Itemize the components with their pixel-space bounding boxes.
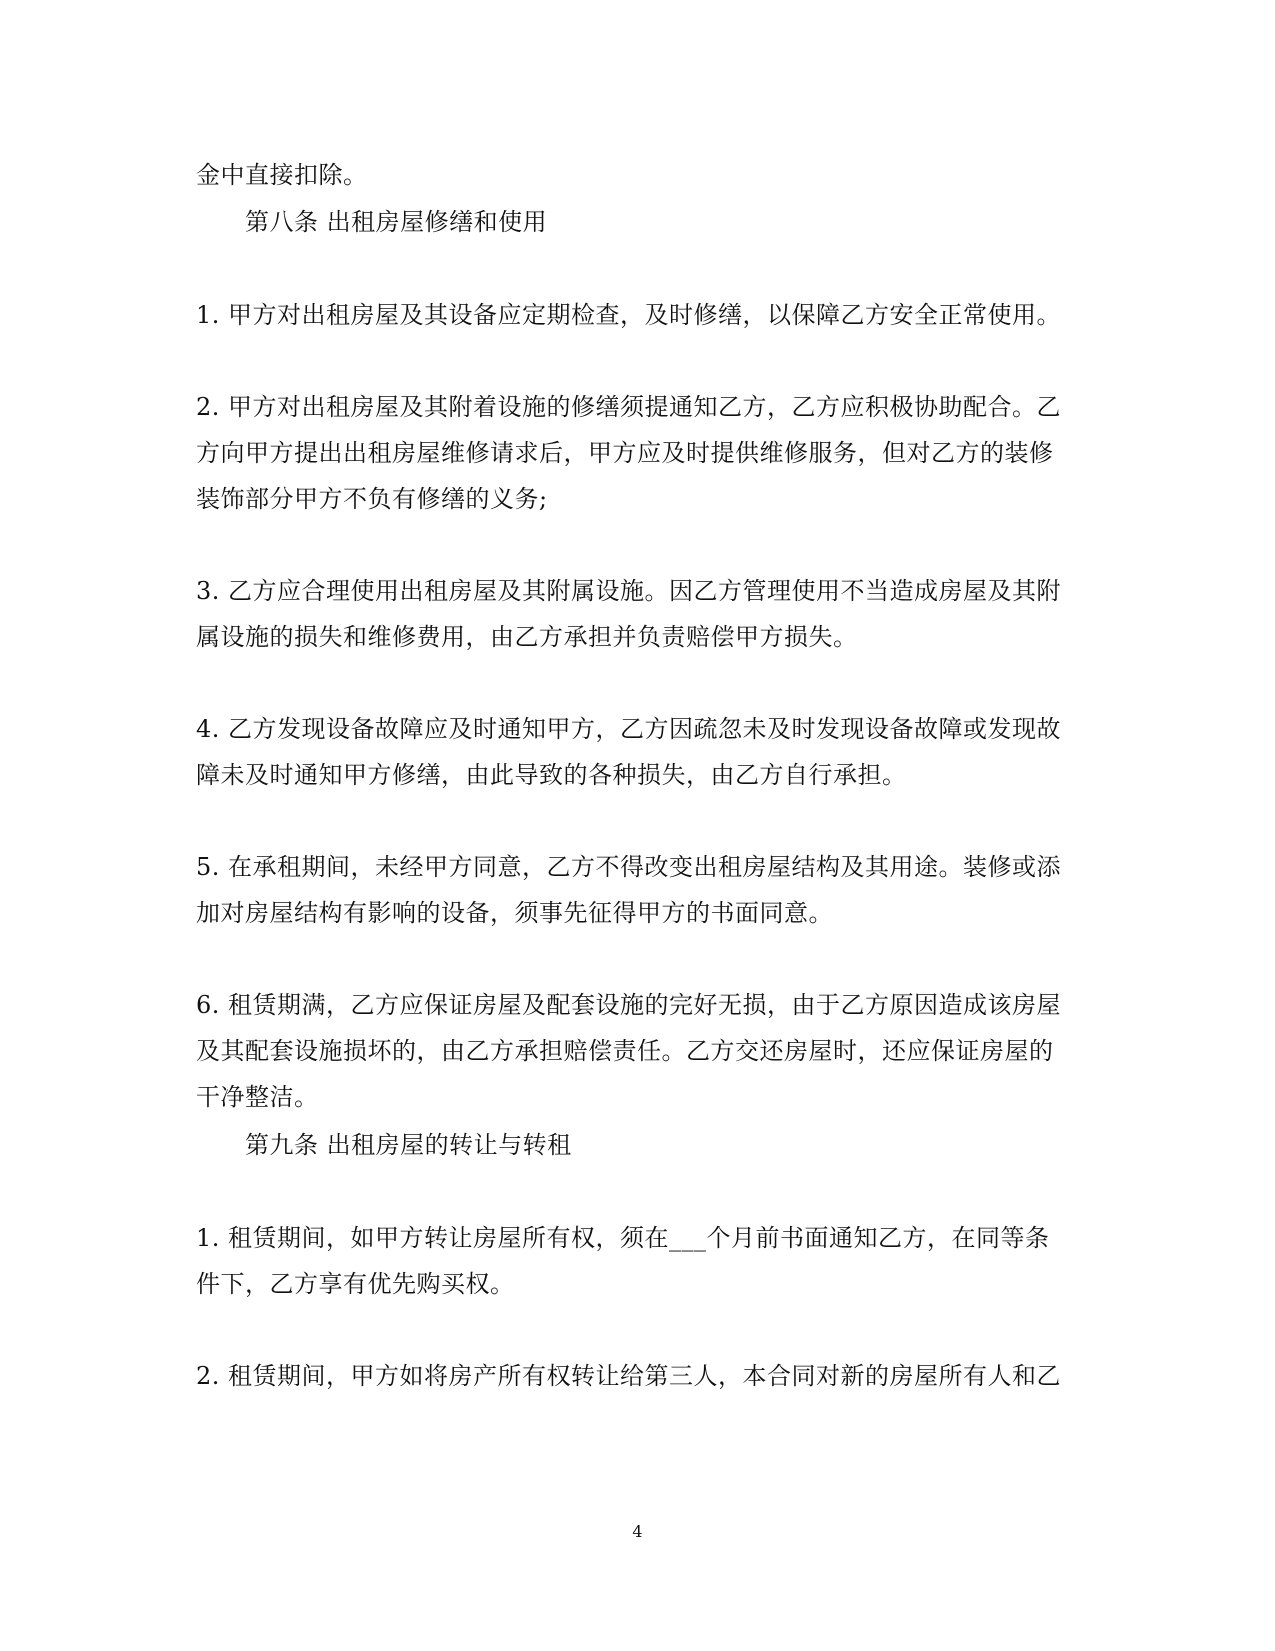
clause-line: 2. 租赁期间，甲方如将房产所有权转让给第三人，本合同对新的房屋所有人和乙 [196,1362,1062,1390]
clause-line: 加对房屋结构有影响的设备，须事先征得甲方的书面同意。 [196,899,833,927]
text-line: 金中直接扣除。 [196,161,368,189]
clause-line: 1. 甲方对出租房屋及其设备应定期检查，及时修缮，以保障乙方安全正常使用。 [196,301,1062,329]
clause-line: 1. 租赁期间，如甲方转让房屋所有权，须在___个月前书面通知乙方，在同等条 [196,1224,1050,1252]
clause-line: 及其配套设施损坏的，由乙方承担赔偿责任。乙方交还房屋时，还应保证房屋的 [196,1037,1054,1065]
clause-line: 5. 在承租期间，未经甲方同意，乙方不得改变出租房屋结构及其用途。装修或添 [196,853,1062,881]
section-heading: 第九条 出租房屋的转让与转租 [245,1131,572,1159]
clause-line: 6. 租赁期满，乙方应保证房屋及配套设施的完好无损，由于乙方原因造成该房屋 [196,991,1062,1019]
clause-line: 障未及时通知甲方修缮，由此导致的各种损失，由乙方自行承担。 [196,761,907,789]
clause-line: 装饰部分甲方不负有修缮的义务; [196,485,548,513]
clause-line: 4. 乙方发现设备故障应及时通知甲方，乙方因疏忽未及时发现设备故障或发现故 [196,715,1062,743]
clause-line: 2. 甲方对出租房屋及其附着设施的修缮须提通知乙方，乙方应积极协助配合。乙 [196,393,1062,421]
page-number: 4 [632,1522,643,1541]
clause-line: 件下，乙方享有优先购买权。 [196,1270,515,1298]
clause-line: 3. 乙方应合理使用出租房屋及其附属设施。因乙方管理使用不当造成房屋及其附 [196,577,1062,605]
clause-line: 干净整洁。 [196,1083,319,1111]
clause-line: 属设施的损失和维修费用，由乙方承担并负责赔偿甲方损失。 [196,623,858,651]
section-heading: 第八条 出租房屋修缮和使用 [245,208,548,236]
clause-line: 方向甲方提出出租房屋维修请求后，甲方应及时提供维修服务，但对乙方的装修 [196,439,1054,467]
